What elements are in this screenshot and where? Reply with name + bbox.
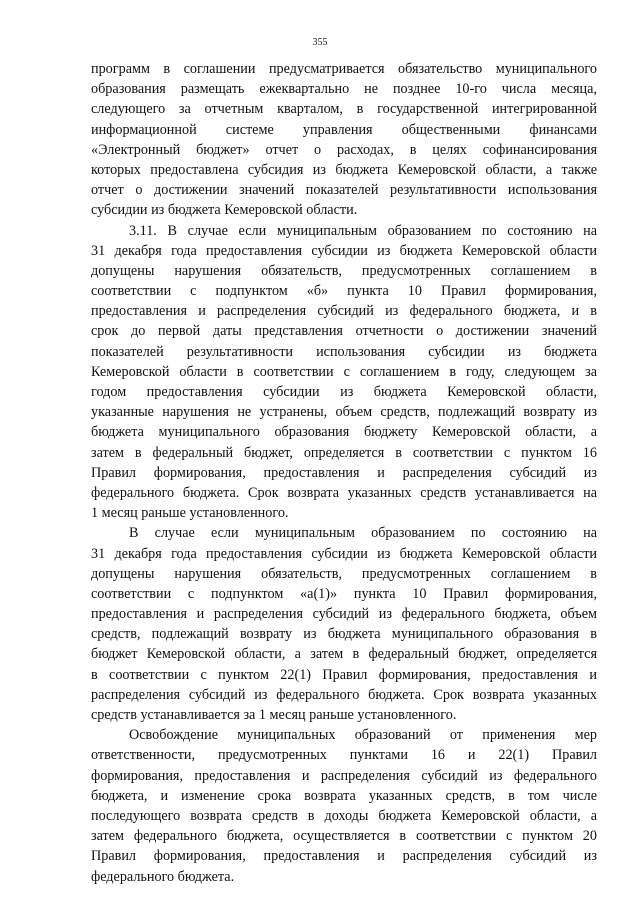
page-number: 355	[312, 37, 328, 48]
text-line: распределения субсидий из федерального бюджета. Срок возврата указанных	[91, 686, 597, 703]
text-line: информационной системе управления общественными финансами	[91, 121, 597, 138]
text-line: затем в федеральный бюджет, определяется в соответствии с пунктом 16	[91, 444, 597, 461]
text-line: 3.11. В случае если муниципальным образованием по состоянию на	[129, 222, 597, 239]
text-line: бюджет Кемеровской области, а затем в федеральный бюджет, определяется	[91, 646, 597, 663]
text-line: «Электронный бюджет» отчет о расходах, в целях софинансирования	[91, 141, 597, 158]
text-line: отчет о достижении значений показателей результативности использования	[91, 182, 597, 199]
text-line: Освобождение муниципальных образований от применения мер	[129, 727, 597, 744]
text-line: программ в соглашении предусматривается обязательство муниципального	[91, 61, 597, 77]
text-line: годом предоставления субсидии из бюджета Кемеровской области,	[91, 384, 597, 400]
text-line: указанные нарушения не устранены, объем средств, подлежащий возврату из	[91, 404, 597, 421]
text-line: которых предоставлена субсидия из бюджета Кемеровской области, а также	[91, 161, 597, 178]
paragraph	[91, 59, 597, 221]
text-line: следующего за отчетным кварталом, в государственной интегрированной	[91, 101, 597, 118]
text-line: затем федерального бюджета, осуществляется в соответствии с пунктом 20	[91, 828, 597, 845]
text-line: федерального бюджета. Срок возврата указанных средств устанавливается на	[91, 484, 597, 501]
text-line: средств устанавливается за 1 месяц раньше установленного.	[91, 707, 457, 723]
paragraph	[91, 725, 597, 887]
text-line: предоставления и распределения субсидий из федерального бюджета, объем	[91, 606, 597, 623]
paragraph	[91, 221, 597, 524]
text-line: образования размещать ежеквартально не позднее 10-го числа месяца,	[91, 81, 597, 98]
text-line: в соответствии с пунктом 22(1) Правил формирования, предоставления и	[91, 666, 597, 683]
text-line: срок до первой даты представления отчетности о достижении значений	[91, 323, 597, 340]
text-line: соответствии с подпунктом «а(1)» пункта 10 Правил формирования,	[91, 585, 597, 602]
text-line: Правил формирования, предоставления и распределения субсидий из	[91, 848, 597, 865]
text-line: последующего возврата средств в доходы бюджета Кемеровской области, а	[91, 807, 597, 824]
text-line: Кемеровской области в соответствии с соглашением в году, следующем за	[91, 363, 597, 380]
text-line: Правил формирования, предоставления и распределения субсидий из	[91, 464, 597, 481]
text-line: 31 декабря года предоставления субсидии из бюджета Кемеровской области	[91, 242, 597, 259]
text-line: показателей результативности использования субсидии из бюджета	[91, 343, 597, 360]
text-line: формирования, предоставления и распределения субсидий из федерального	[91, 767, 597, 784]
text-line: предоставления и распределения субсидий из федерального бюджета, и в	[91, 303, 597, 320]
text-line: бюджета муниципального образования бюджету Кемеровской области, а	[91, 424, 597, 441]
text-line: соответствии с подпунктом «б» пункта 10 Правил формирования,	[91, 283, 597, 300]
text-line: допущены нарушения обязательств, предусмотренных соглашением в	[91, 262, 597, 279]
text-line: допущены нарушения обязательств, предусмотренных соглашением в	[91, 565, 597, 582]
text-line: В случае если муниципальным образованием по состоянию на	[129, 525, 597, 542]
text-line: средств, подлежащий возврату из бюджета муниципального образования в	[91, 626, 597, 643]
text-line: 1 месяц раньше установленного.	[91, 505, 289, 522]
text-line: ответственности, предусмотренных пунктами 16 и 22(1) Правил	[91, 747, 597, 764]
document-body	[91, 59, 597, 887]
text-line: субсидии из бюджета Кемеровской области.	[91, 202, 358, 219]
text-line: бюджета, и изменение срока возврата указанных средств, в том числе	[91, 787, 597, 804]
text-line: федерального бюджета.	[91, 868, 235, 885]
paragraph	[91, 523, 597, 725]
text-line: 31 декабря года предоставления субсидии из бюджета Кемеровской области	[91, 545, 597, 562]
